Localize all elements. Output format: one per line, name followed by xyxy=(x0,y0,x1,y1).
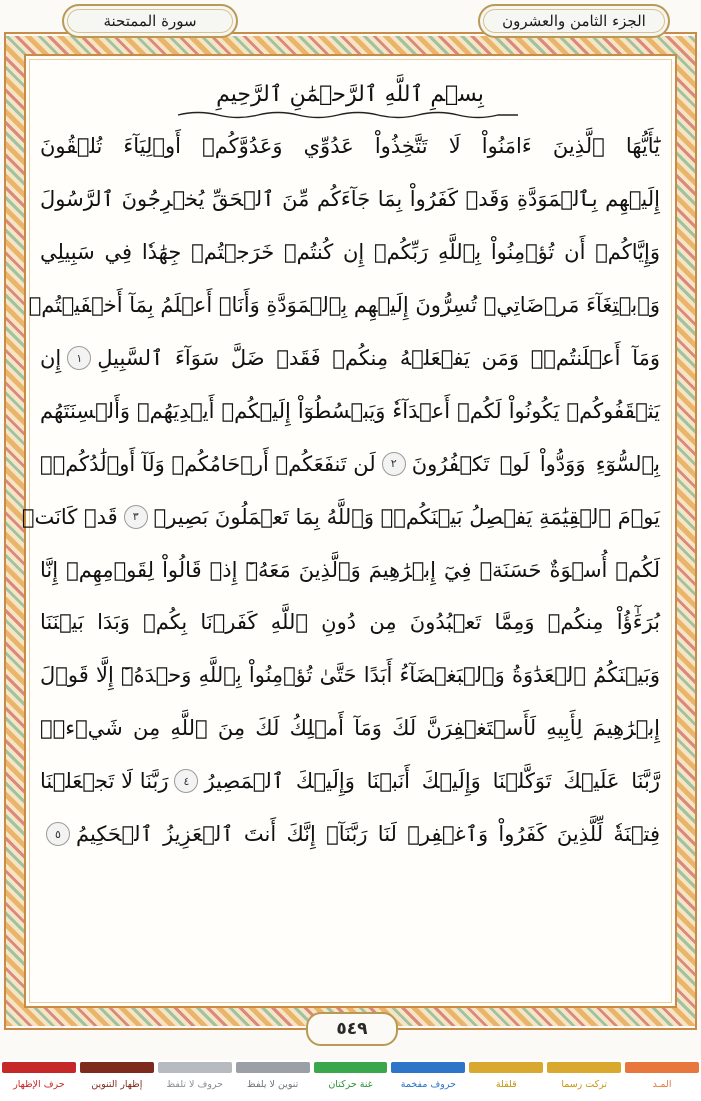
ayah-number-marker: ٥ xyxy=(46,822,70,846)
legend-label: تركت رسما xyxy=(561,1079,608,1090)
verse-line xyxy=(40,808,660,861)
verse-line xyxy=(40,332,660,385)
legend-color-swatch xyxy=(469,1062,543,1073)
verse-text: يَثۡقَفُوكُمۡ يَكُونُواْ لَكُمۡ أَعۡدَآءٗ وَيَبۡسُطُوٓاْ إِلَيۡكُمۡ أَيۡدِيَهُمۡ وَأَلۡسِنَتَهُم xyxy=(40,398,660,423)
legend-color-swatch xyxy=(391,1062,465,1073)
legend-label: تنوين لا يلفظ xyxy=(246,1079,299,1090)
legend-item xyxy=(234,1062,312,1101)
verse-text: وَمَآ أَعۡلَنتُمۡۚ وَمَن يَفۡعَلۡهُ مِنكُمۡ فَقَدۡ ضَلَّ سَوَآءَ ٱلسَّبِيلِ xyxy=(97,346,660,370)
legend-label: إظهار التنوين xyxy=(91,1079,143,1090)
verse-text: لَكُمۡ أُسۡوَةٌ حَسَنَةٞ فِيٓ إِبۡرَٰهِيمَ وَٱلَّذِينَ مَعَهُۥٓ إِذۡ قَالُواْ لِقَوۡمِهِمۡ إِنَّا xyxy=(40,557,660,582)
verse-text: وَإِيَّاكُمۡ أَن تُؤۡمِنُواْ بِٱللَّهِ رَبِّكُمۡ إِن كُنتُمۡ خَرَجۡتُمۡ جِهَٰدٗا فِي سَبِيلِي xyxy=(40,240,660,265)
legend-color-swatch xyxy=(80,1062,154,1073)
verse-text: إِلَيۡهِم بِٱلۡمَوَدَّةِ وَقَدۡ كَفَرُواْ بِمَا جَآءَكُم مِّنَ ٱلۡحَقِّ يُخۡرِجُونَ ٱلرَّسُولَ xyxy=(40,187,660,212)
juz-name-header xyxy=(478,4,670,38)
ayah-number-marker: ١ xyxy=(67,346,91,370)
legend-item xyxy=(467,1062,545,1101)
verse-line xyxy=(40,649,660,702)
legend-item xyxy=(156,1062,234,1101)
legend-label: قلقلة xyxy=(495,1079,517,1090)
verse-text: يَوۡمَ ٱلۡقِيَٰمَةِ يَفۡصِلُ بَيۡنَكُمۡۚ وَٱللَّهُ بِمَا تَعۡمَلُونَ بَصِيرٞ xyxy=(153,504,660,529)
basmala: بِسۡمِ ٱللَّهِ ٱلرَّحۡمَٰنِ ٱلرَّحِيمِ xyxy=(216,81,484,107)
legend-color-swatch xyxy=(158,1062,232,1073)
surah-name-text: سورة الممتحنة xyxy=(103,12,197,30)
legend-label: حروف لا تلفظ xyxy=(166,1079,224,1090)
verse-text: بُرَءَٰٓؤُاْ مِنكُمۡ وَمِمَّا تَعۡبُدُونَ مِن دُونِ ٱللَّهِ كَفَرۡنَا بِكُمۡ وَبَدَا بَيۡنَنَا xyxy=(40,610,660,635)
legend-item xyxy=(623,1062,701,1101)
verse-text: فِتۡنَةٗ لِّلَّذِينَ كَفَرُواْ وَٱغۡفِرۡ لَنَا رَبَّنَآۖ إِنَّكَ أَنتَ ٱلۡعَزِيزُ ٱلۡحَكِيمُ xyxy=(76,822,660,847)
verse-text: وَبَيۡنَكُمُ ٱلۡعَدَٰوَةُ وَٱلۡبَغۡضَآءُ أَبَدًا حَتَّىٰ تُؤۡمِنُواْ بِٱللَّهِ وَحۡدَهُۥٓ إِلَّا قَوۡلَ xyxy=(40,663,660,688)
legend-item xyxy=(0,1062,78,1101)
legend-color-swatch xyxy=(2,1062,76,1073)
verse-lines xyxy=(21,120,660,860)
verse-line xyxy=(40,543,660,596)
verse-line xyxy=(40,755,660,808)
verse-text-continued: رَبَّنَا لَا تَجۡعَلۡنَا xyxy=(40,769,169,794)
verse-line xyxy=(40,702,660,755)
verse-line xyxy=(40,384,660,437)
ayah-number-marker: ٣ xyxy=(124,505,148,529)
verse-line xyxy=(28,279,660,332)
legend-label: المـد xyxy=(652,1079,672,1090)
ayah-number-marker: ٢ xyxy=(382,452,406,476)
tajweed-legend xyxy=(0,1062,701,1101)
legend-color-swatch xyxy=(236,1062,310,1073)
legend-label: حروف مفخمة xyxy=(400,1079,456,1090)
verse-line xyxy=(40,437,660,490)
verse-text: وَٱبۡتِغَآءَ مَرۡضَاتِيۚ تُسِرُّونَ إِلَيۡهِم بِٱلۡمَوَدَّةِ وَأَنَا۠ أَعۡلَمُ بِمَآ أَخۡفَيۡتُمۡ xyxy=(28,293,660,318)
verse-line xyxy=(40,226,660,279)
legend-label: غنة حركتان xyxy=(328,1079,373,1090)
legend-item xyxy=(312,1062,390,1101)
juz-name-text: الجزء الثامن والعشرون xyxy=(502,12,646,30)
verse-text: يَٰٓأَيُّهَا ٱلَّذِينَ ءَامَنُواْ لَا تَتَّخِذُواْ عَدُوِّي وَعَدُوَّكُمۡ أَوۡلِيَآءَ تُلۡقُونَ xyxy=(40,134,660,159)
verse-line xyxy=(40,173,660,226)
verse-text-continued: إِن xyxy=(40,346,62,370)
verse-text: إِبۡرَٰهِيمَ لِأَبِيهِ لَأَسۡتَغۡفِرَنَّ لَكَ وَمَآ أَمۡلِكُ لَكَ مِنَ ٱللَّهِ مِن شَيۡءٖۖ xyxy=(40,716,660,741)
surah-name-header xyxy=(62,4,238,38)
ayah-number-marker: ٤ xyxy=(174,769,198,793)
legend-color-swatch xyxy=(625,1062,699,1073)
page-number: ٥٤٩ xyxy=(306,1012,398,1046)
legend-color-swatch xyxy=(314,1062,388,1073)
legend-item xyxy=(389,1062,467,1101)
legend-item xyxy=(78,1062,156,1101)
verse-line xyxy=(40,596,660,649)
verse-text-continued: قَدۡ كَانَتۡ xyxy=(21,504,118,529)
verse-text-continued: لَن تَنفَعَكُمۡ أَرۡحَامُكُمۡ وَلَآ أَوۡلَٰدُكُمۡۚ xyxy=(40,451,376,476)
verse-line xyxy=(21,490,660,543)
legend-color-swatch xyxy=(547,1062,621,1073)
verse-line xyxy=(40,120,660,173)
verse-text: رَّبَّنَا عَلَيۡكَ تَوَكَّلۡنَا وَإِلَيۡكَ أَنَبۡنَا وَإِلَيۡكَ ٱلۡمَصِيرُ xyxy=(204,769,660,794)
legend-item xyxy=(545,1062,623,1101)
legend-label: حرف الإظهار xyxy=(13,1079,65,1090)
verse-text: بِٱلسُّوٓءِ وَوَدُّواْ لَوۡ تَكۡفُرُونَ xyxy=(411,451,660,476)
basmala-flourish xyxy=(178,110,518,120)
